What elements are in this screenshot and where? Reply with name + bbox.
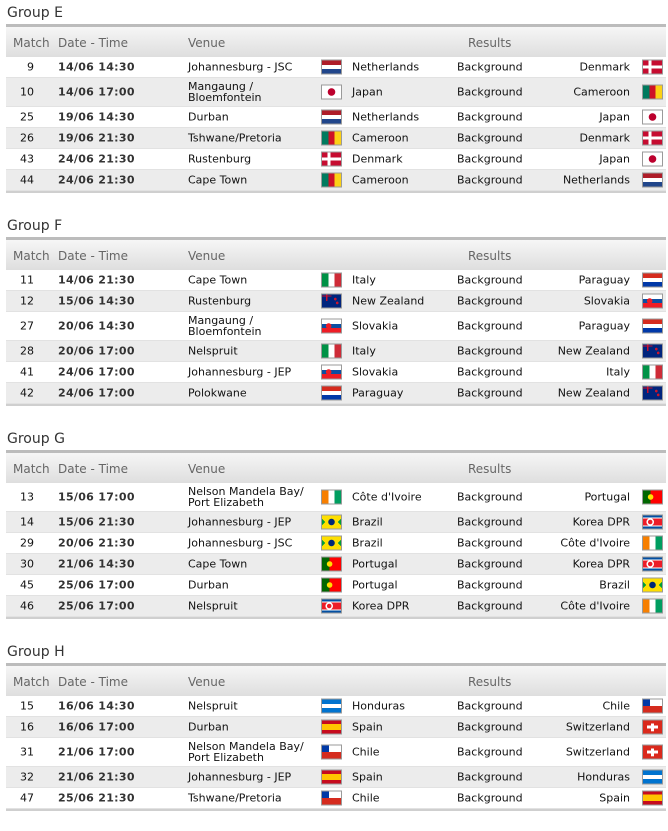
match-date-time: 16/06 17:00 [58, 720, 135, 734]
slovakia-flag-icon [643, 295, 662, 308]
match-result: Background [457, 85, 523, 99]
match-number: 11 [20, 273, 34, 287]
match-date-time: 24/06 21:30 [58, 152, 135, 166]
match-result: Background [457, 173, 523, 187]
match-number: 10 [20, 85, 34, 99]
denmark-flag-icon [322, 153, 341, 166]
home-team[interactable]: Côte d'Ivoire [352, 490, 422, 504]
home-team[interactable]: Netherlands [352, 110, 420, 124]
match-result: Background [457, 131, 523, 145]
match-venue: Durban [188, 578, 229, 592]
japan-flag-icon [643, 153, 662, 166]
match-result: Background [457, 319, 523, 333]
match-venue: Rustenburg [188, 294, 252, 308]
header-date-time: Date - Time [58, 462, 129, 476]
match-number: 29 [20, 536, 34, 550]
match-result: Background [457, 294, 523, 308]
match-number: 9 [27, 60, 34, 74]
portugal-flag-icon [322, 579, 341, 592]
match-venue: Johannesburg - JSC [188, 60, 293, 74]
match-number: 46 [20, 599, 34, 613]
match-result: Background [457, 720, 523, 734]
match-number: 32 [20, 770, 34, 784]
match-result: Background [457, 578, 523, 592]
match-number: 45 [20, 578, 34, 592]
spain-flag-icon [643, 792, 662, 805]
switzerland-flag-icon [643, 721, 662, 734]
match-number: 13 [20, 490, 34, 504]
match-result: Background [457, 273, 523, 287]
match-number: 42 [20, 386, 34, 400]
match-venue: Cape Town [188, 173, 248, 187]
ivorycoast-flag-icon [643, 600, 662, 613]
match-venue: Cape Town [188, 273, 248, 287]
match-row[interactable] [6, 107, 666, 128]
match-row[interactable] [6, 270, 666, 291]
match-row[interactable] [6, 383, 666, 404]
home-team[interactable]: Slovakia [352, 365, 399, 379]
home-team[interactable]: Paraguay [352, 386, 404, 400]
home-team[interactable]: Honduras [352, 699, 405, 713]
match-row[interactable] [6, 312, 666, 341]
away-team[interactable]: Côte d'Ivoire [560, 599, 630, 613]
away-team[interactable]: Japan [599, 110, 630, 124]
away-team[interactable]: New Zealand [557, 386, 630, 400]
match-date-time: 25/06 17:00 [58, 578, 135, 592]
header-venue: Venue [188, 249, 226, 263]
match-number: 26 [20, 131, 34, 145]
match-number: 16 [20, 720, 34, 734]
match-result: Background [457, 791, 523, 805]
match-number: 12 [20, 294, 34, 308]
honduras-flag-icon [322, 700, 341, 713]
header-match: Match [13, 36, 50, 50]
home-team[interactable]: Portugal [352, 578, 398, 592]
match-date-time: 20/06 17:00 [58, 344, 135, 358]
match-result: Background [457, 770, 523, 784]
brazil-flag-icon [322, 537, 341, 550]
home-team[interactable]: Slovakia [352, 319, 399, 333]
cameroon-flag-icon [643, 86, 662, 99]
away-team[interactable]: Paraguay [578, 319, 630, 333]
group-section [0, 426, 668, 639]
match-date-time: 19/06 14:30 [58, 110, 135, 124]
newzealand-flag-icon [643, 387, 662, 400]
home-team[interactable]: Japan [352, 85, 383, 99]
cameroon-flag-icon [322, 132, 341, 145]
paraguay-flag-icon [643, 320, 662, 333]
netherlands-flag-icon [643, 174, 662, 187]
match-number: 30 [20, 557, 34, 571]
home-team[interactable]: Spain [352, 720, 383, 734]
home-team[interactable]: Netherlands [352, 60, 420, 74]
header-match: Match [13, 675, 50, 689]
match-result: Background [457, 152, 523, 166]
match-date-time: 14/06 21:30 [58, 273, 135, 287]
header-results: Results [468, 675, 512, 689]
match-result: Background [457, 599, 523, 613]
group-section [0, 0, 668, 213]
header-venue: Venue [188, 462, 226, 476]
slovakia-flag-icon [322, 366, 341, 379]
honduras-flag-icon [643, 771, 662, 784]
home-team[interactable]: Italy [352, 344, 376, 358]
match-row[interactable] [6, 696, 666, 717]
group-title: Group E [7, 5, 63, 21]
match-date-time: 14/06 17:00 [58, 85, 135, 99]
group-section [0, 639, 668, 831]
match-result: Background [457, 110, 523, 124]
header-results: Results [468, 462, 512, 476]
korea-flag-icon [322, 600, 341, 613]
home-team[interactable]: Brazil [352, 515, 383, 529]
netherlands-flag-icon [322, 61, 341, 74]
match-table [6, 270, 666, 406]
table-header [6, 237, 666, 270]
match-result: Background [457, 557, 523, 571]
match-row[interactable] [6, 78, 666, 107]
newzealand-flag-icon [643, 345, 662, 358]
match-result: Background [457, 365, 523, 379]
slovakia-flag-icon [322, 320, 341, 333]
chile-flag-icon [643, 700, 662, 713]
away-team[interactable]: Korea DPR [572, 557, 630, 571]
match-venue: Nelspruit [188, 344, 238, 358]
home-team[interactable]: New Zealand [352, 294, 425, 308]
paraguay-flag-icon [643, 274, 662, 287]
header-results: Results [468, 36, 512, 50]
group-title: Group F [7, 218, 63, 234]
away-team[interactable]: Chile [602, 699, 630, 713]
away-team[interactable]: Brazil [599, 578, 630, 592]
match-row[interactable] [6, 717, 666, 738]
match-date-time: 24/06 17:00 [58, 386, 135, 400]
korea-flag-icon [643, 558, 662, 571]
match-number: 27 [20, 319, 34, 333]
match-row[interactable] [6, 483, 666, 512]
match-venue: Johannesburg - JEP [188, 770, 292, 784]
match-date-time: 24/06 21:30 [58, 173, 135, 187]
header-venue: Venue [188, 36, 226, 50]
brazil-flag-icon [322, 516, 341, 529]
away-team[interactable]: Japan [599, 152, 630, 166]
away-team[interactable]: Denmark [579, 131, 630, 145]
match-venue: Tshwane/Pretoria [188, 131, 282, 145]
spain-flag-icon [322, 771, 341, 784]
match-row[interactable] [6, 533, 666, 554]
home-team[interactable]: Portugal [352, 557, 398, 571]
group-title: Group H [7, 644, 65, 660]
match-result: Background [457, 515, 523, 529]
match-venue: Mangaung / Bloemfontein [188, 80, 262, 104]
match-row[interactable] [6, 788, 666, 809]
italy-flag-icon [643, 366, 662, 379]
match-row[interactable] [6, 291, 666, 312]
match-date-time: 15/06 17:00 [58, 490, 135, 504]
match-table [6, 483, 666, 619]
match-date-time: 14/06 14:30 [58, 60, 135, 74]
away-team[interactable]: Slovakia [583, 294, 630, 308]
match-number: 31 [20, 745, 34, 759]
home-team[interactable]: Chile [352, 791, 380, 805]
match-venue: Durban [188, 110, 229, 124]
match-date-time: 25/06 21:30 [58, 791, 135, 805]
home-team[interactable]: Korea DPR [352, 599, 410, 613]
match-date-time: 25/06 17:00 [58, 599, 135, 613]
match-row[interactable] [6, 170, 666, 191]
match-venue: Nelspruit [188, 599, 238, 613]
cameroon-flag-icon [322, 174, 341, 187]
match-date-time: 21/06 14:30 [58, 557, 135, 571]
match-row[interactable] [6, 512, 666, 533]
header-date-time: Date - Time [58, 249, 129, 263]
away-team[interactable]: New Zealand [557, 344, 630, 358]
match-number: 28 [20, 344, 34, 358]
away-team[interactable]: Korea DPR [572, 515, 630, 529]
match-date-time: 20/06 21:30 [58, 536, 135, 550]
header-match: Match [13, 249, 50, 263]
header-results: Results [468, 249, 512, 263]
match-venue: Johannesburg - JSC [188, 536, 293, 550]
away-team[interactable]: Denmark [579, 60, 630, 74]
match-date-time: 24/06 17:00 [58, 365, 135, 379]
chile-flag-icon [322, 746, 341, 759]
away-team[interactable]: Honduras [577, 770, 630, 784]
match-date-time: 15/06 14:30 [58, 294, 135, 308]
group-section [0, 213, 668, 426]
home-team[interactable]: Spain [352, 770, 383, 784]
switzerland-flag-icon [643, 746, 662, 759]
match-venue: Johannesburg - JEP [188, 515, 292, 529]
match-result: Background [457, 490, 523, 504]
home-team[interactable]: Denmark [352, 152, 403, 166]
match-venue: Mangaung / Bloemfontein [188, 314, 262, 338]
match-row[interactable] [6, 554, 666, 575]
match-venue: Nelson Mandela Bay/ Port Elizabeth [188, 485, 304, 509]
match-venue: Tshwane/Pretoria [188, 791, 282, 805]
match-venue: Rustenburg [188, 152, 252, 166]
japan-flag-icon [643, 111, 662, 124]
header-date-time: Date - Time [58, 36, 129, 50]
match-result: Background [457, 536, 523, 550]
brazil-flag-icon [643, 579, 662, 592]
match-row[interactable] [6, 596, 666, 617]
away-team[interactable]: Spain [599, 791, 630, 805]
table-header [6, 24, 666, 57]
away-team[interactable]: Portugal [584, 490, 630, 504]
match-date-time: 16/06 14:30 [58, 699, 135, 713]
match-row[interactable] [6, 767, 666, 788]
ivorycoast-flag-icon [643, 537, 662, 550]
italy-flag-icon [322, 274, 341, 287]
match-result: Background [457, 344, 523, 358]
home-team[interactable]: Cameroon [352, 173, 409, 187]
match-date-time: 19/06 21:30 [58, 131, 135, 145]
match-row[interactable] [6, 149, 666, 170]
home-team[interactable]: Cameroon [352, 131, 409, 145]
korea-flag-icon [643, 516, 662, 529]
match-row[interactable] [6, 341, 666, 362]
header-match: Match [13, 462, 50, 476]
match-row[interactable] [6, 738, 666, 767]
match-venue: Nelspruit [188, 699, 238, 713]
match-number: 43 [20, 152, 34, 166]
home-team[interactable]: Brazil [352, 536, 383, 550]
table-header [6, 663, 666, 696]
match-venue: Polokwane [188, 386, 247, 400]
table-header [6, 450, 666, 483]
paraguay-flag-icon [322, 387, 341, 400]
group-title: Group G [7, 431, 65, 447]
header-venue: Venue [188, 675, 226, 689]
match-number: 44 [20, 173, 34, 187]
spain-flag-icon [322, 721, 341, 734]
denmark-flag-icon [643, 132, 662, 145]
match-number: 14 [20, 515, 34, 529]
away-team[interactable]: Cameroon [573, 85, 630, 99]
match-row[interactable] [6, 362, 666, 383]
header-date-time: Date - Time [58, 675, 129, 689]
match-number: 25 [20, 110, 34, 124]
home-team[interactable]: Italy [352, 273, 376, 287]
away-team[interactable]: Italy [606, 365, 630, 379]
match-number: 15 [20, 699, 34, 713]
denmark-flag-icon [643, 61, 662, 74]
match-date-time: 21/06 17:00 [58, 745, 135, 759]
chile-flag-icon [322, 792, 341, 805]
match-table [6, 696, 666, 811]
away-team[interactable]: Netherlands [562, 173, 630, 187]
match-row[interactable] [6, 575, 666, 596]
match-result: Background [457, 60, 523, 74]
match-number: 47 [20, 791, 34, 805]
match-result: Background [457, 699, 523, 713]
newzealand-flag-icon [322, 295, 341, 308]
away-team[interactable]: Paraguay [578, 273, 630, 287]
away-team[interactable]: Côte d'Ivoire [560, 536, 630, 550]
match-number: 41 [20, 365, 34, 379]
home-team[interactable]: Chile [352, 745, 380, 759]
match-venue: Cape Town [188, 557, 248, 571]
match-result: Background [457, 745, 523, 759]
match-date-time: 15/06 21:30 [58, 515, 135, 529]
match-row[interactable] [6, 128, 666, 149]
portugal-flag-icon [322, 558, 341, 571]
portugal-flag-icon [643, 491, 662, 504]
italy-flag-icon [322, 345, 341, 358]
ivorycoast-flag-icon [322, 491, 341, 504]
match-result: Background [457, 386, 523, 400]
match-venue: Nelson Mandela Bay/ Port Elizabeth [188, 740, 304, 764]
match-venue: Johannesburg - JEP [188, 365, 292, 379]
match-date-time: 21/06 21:30 [58, 770, 135, 784]
match-venue: Durban [188, 720, 229, 734]
match-date-time: 20/06 14:30 [58, 319, 135, 333]
away-team[interactable]: Switzerland [565, 720, 630, 734]
japan-flag-icon [322, 86, 341, 99]
match-table [6, 57, 666, 193]
netherlands-flag-icon [322, 111, 341, 124]
away-team[interactable]: Switzerland [565, 745, 630, 759]
match-row[interactable] [6, 57, 666, 78]
